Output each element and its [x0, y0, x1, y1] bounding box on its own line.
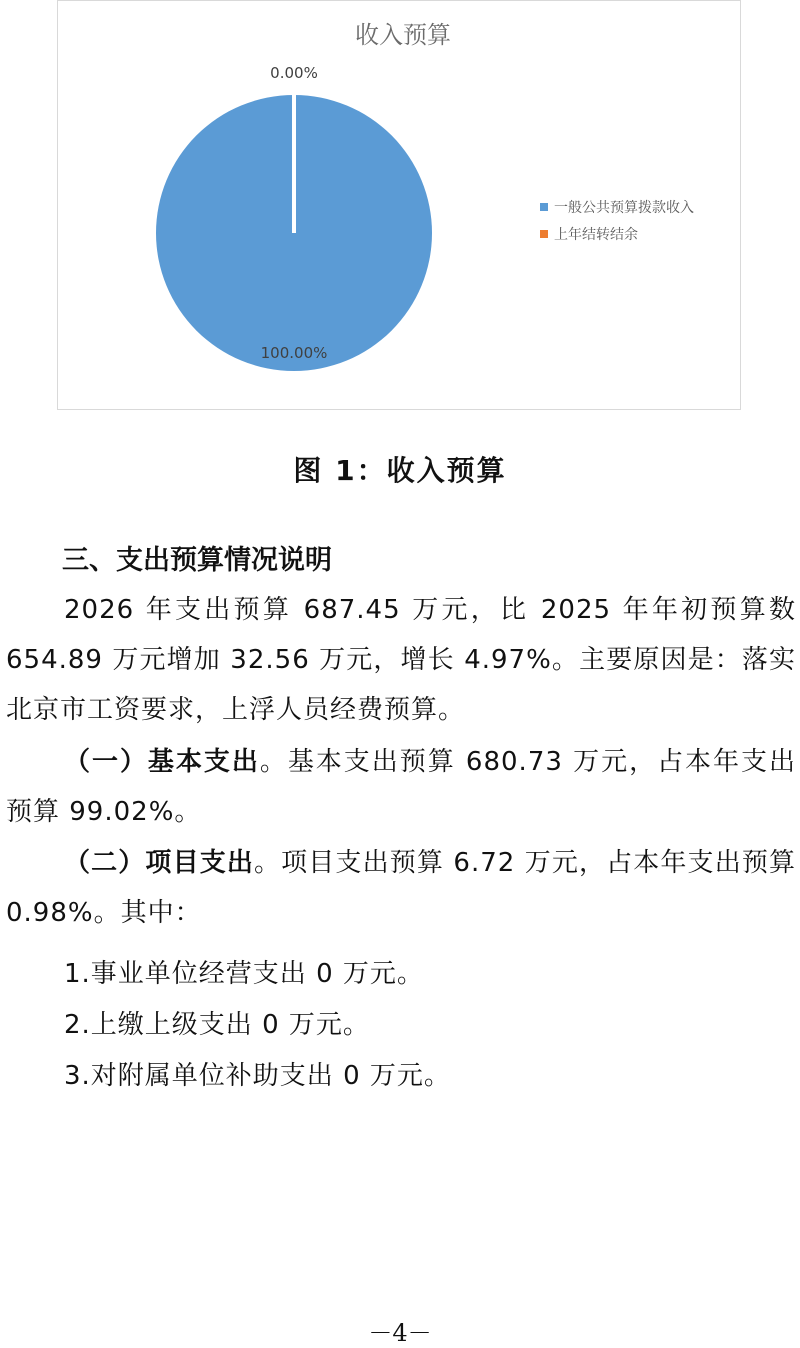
expenditure-summary-paragraph: 2026 年支出预算 687.45 万元，比 2025 年年初预算数 654.89 万元增加 32.56 万元，增长 4.97%。主要原因是：落实北京市工资要求，上浮人员经费预算。: [6, 595, 796, 725]
legend-swatch: [540, 203, 548, 211]
list-item: 3.对附属单位补助支出 0 万元。: [64, 1061, 451, 1091]
section-heading: 三、支出预算情况说明: [62, 545, 332, 576]
page-number: －4－: [368, 1319, 432, 1347]
basic-expenditure-text: 。基本支出预算 680.73 万元，占本年支出预算 99.02%。: [6, 747, 796, 827]
pie-chart-svg: [58, 1, 742, 411]
legend-label: 一般公共预算拨款收入: [554, 200, 694, 216]
basic-expenditure-paragraph: [6, 737, 796, 837]
legend-swatch: [540, 230, 548, 238]
income-budget-chart: [57, 0, 741, 410]
chart-title: 收入预算: [355, 21, 451, 49]
data-label: 0.00%: [270, 64, 318, 82]
project-expenditure-lead: （二）项目支出: [64, 848, 254, 878]
project-expenditure-text: 。项目支出预算 6.72 万元，占本年支出预算 0.98%。其中：: [6, 848, 796, 928]
figure-caption: 图 1：收入预算: [293, 454, 507, 487]
basic-expenditure-lead: （一）基本支出: [64, 747, 260, 777]
list-item: 2.上缴上级支出 0 万元。: [64, 1010, 370, 1040]
list-item: 1.事业单位经营支出 0 万元。: [64, 959, 424, 989]
legend-label: 上年结转结余: [554, 227, 638, 243]
project-expenditure-paragraph: [6, 838, 796, 938]
data-label: 100.00%: [260, 344, 328, 362]
